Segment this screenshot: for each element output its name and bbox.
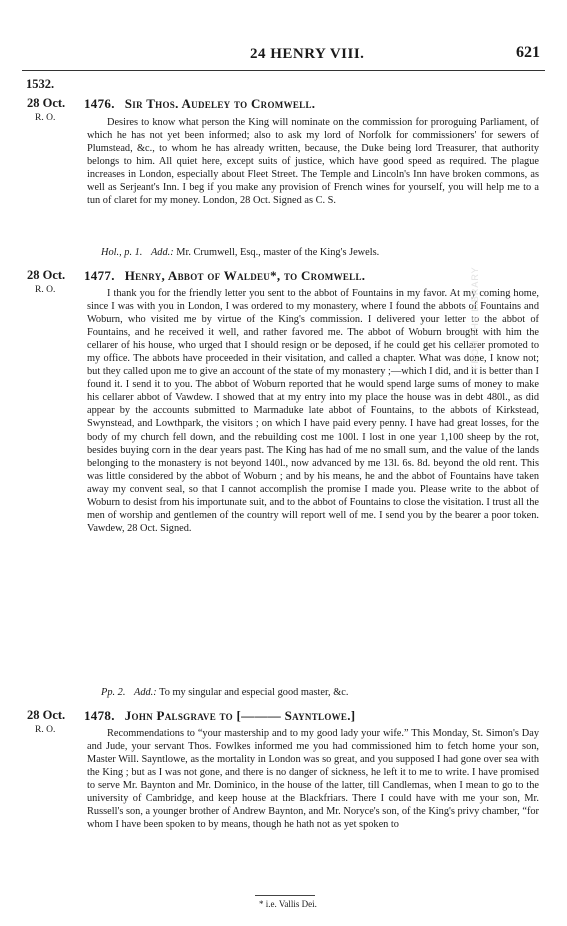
- note-add-label: Add.:: [150, 247, 174, 258]
- entry-paragraph: I thank you for the friendly letter you sent to the abbot of Fountains in my favor. At my coming home, since I was with you in London, I was ordered to my monastery, where I found the abbots of Fountains and Woburn, who visited me by virtue of the King's commission. I delivered your letter to the abbot of Fountains, and he received it well, and rather favored me. The abbot of Woburn brought with him the cellarer of his house, who urged that I should resign or be deposed, if he could get his cellarer promoted to my office. The abbots have proceeded in their visitation, and called a chapter. What was done, I know not; but they called upon me to give an account of the state of my monastery ;—which I did, and it is better than I found it. I send it to you. The abbot of Woburn reported that he would spend large sums of money to make his cellarer abbot of Vawdew. I showed that at my entry into my place the house was in debt 480l., as did appear by the accounts submitted to Marmaduke late abbot of Fountains, to the abbots of Kirkstead, Swynstead, and Lowthpark, the visitors ; on which I have paid every penny. I have had great losses, for the body of my church fell down, and the rebuilding cost me 100l. I lost in one year 1,100 sheep by the rot, besides buying corn in the dear years past. The King has had of me no small sum, and the value of the lands belonging to the monastery is not beyond 140l., now advanced by me 13l. 6s. 8d. beyond the old rent. This was little considered by the abbot of Woburn ; and by his means, he and the abbot of Fountains have taken away my convent seal, so that I cannot accomplish the promise I made you. Please write to the abbot of Woburn to desist from his importunate suit, and to the abbot of Fountains to close the visitation. I trust all the men of worship and gentlemen of the country will report well of me. I send you by the bearer a poor token. Vawdew, 28 Oct. Signed.: [87, 288, 539, 534]
- entry-source: R. O.: [35, 113, 56, 123]
- page-number: 621: [516, 44, 540, 61]
- entry-heading: [84, 96, 315, 112]
- entry-date: 28 Oct.: [27, 268, 66, 282]
- entry-paragraph: Recommendations to “your mastership and to my good lady your wife.” This Monday, St. Simon's Day and Jude, your servant Thos. Fowlkes informed me you had commissioned him to fetch home your son, Master Will. Sayntlowe, as the mortality in London was so great, and you supposed I had gone over sea with the King ; but as I was not gone, and there is no danger of sickness, he left it to me to write. I have promised to serve Mr. Baynton and Mr. Dominico, in the house of the latter, till Candlemas, when I mean to go to the university of Cambridge, and keep house at the Blackfriars. There I could have with me your son, Mr. Russell's son, a younger brother of Andrew Baynton, and Mr. Noryce's son, of the King's privy chamber, “for whom I have been spoken to by means, though he hath not as yet spoken to: [87, 728, 539, 831]
- entry-number: 1477.: [84, 268, 115, 283]
- entry-title: Henry, Abbot of Waldeu*, to Cromwell.: [124, 268, 366, 283]
- entry-body: [87, 287, 539, 535]
- footnote-rule: [255, 895, 315, 896]
- entry-title: John Palsgrave to [——— Sayntlowe.]: [124, 708, 356, 723]
- library-stamp: FROM THE LIBRARY: [470, 266, 480, 370]
- entry-paragraph: Desires to know what person the King will nominate on the commission for proroguing Parliament, of which he has not yet been informed; also to ask my lord of Norfolk for commissioners' for sewers of Plumstead, &c., to whom he has already written, because, the Duke being lord Treasurer, that authority belongs to him. All quiet here, except suits of justice, which have good speed as required. The plague increases in London, especially about Fleet Street. The Temple and Lincoln's Inn have broken commons, as well as Serjeant's Inn. I beg if you make any provision of French wines for yourself, you will help me to a tun of claret for my money. London, 28 Oct. Signed as C. S.: [87, 117, 539, 207]
- entry-heading: [84, 268, 365, 284]
- entry-number: 1478.: [84, 708, 115, 723]
- running-head: 24 HENRY VIII.: [250, 46, 365, 62]
- year-marker: 1532.: [26, 77, 55, 91]
- note-text: Mr. Crumwell, Esq., master of the King's Jewels.: [176, 247, 380, 258]
- entry-date: 28 Oct.: [27, 96, 66, 110]
- note-add-label: Add.:: [134, 687, 157, 698]
- entry-number: 1476.: [84, 96, 115, 111]
- footnote: * i.e. Vallis Dei.: [259, 899, 317, 909]
- header-rule: [22, 70, 545, 71]
- entry-heading: [84, 708, 355, 724]
- entry-note: [101, 687, 348, 698]
- note-abbr: Pp. 2.: [101, 687, 126, 698]
- entry-body: [87, 116, 539, 207]
- entry-body: [87, 727, 539, 831]
- entry-date: 28 Oct.: [27, 708, 66, 722]
- entry-source: R. O.: [35, 285, 56, 295]
- note-abbr: Hol., p. 1.: [101, 247, 143, 258]
- entry-note: [101, 247, 379, 258]
- note-text: To my singular and especial good master, &c.: [159, 687, 349, 698]
- entry-source: R. O.: [35, 725, 56, 735]
- entry-title: Sir Thos. Audeley to Cromwell.: [124, 96, 316, 111]
